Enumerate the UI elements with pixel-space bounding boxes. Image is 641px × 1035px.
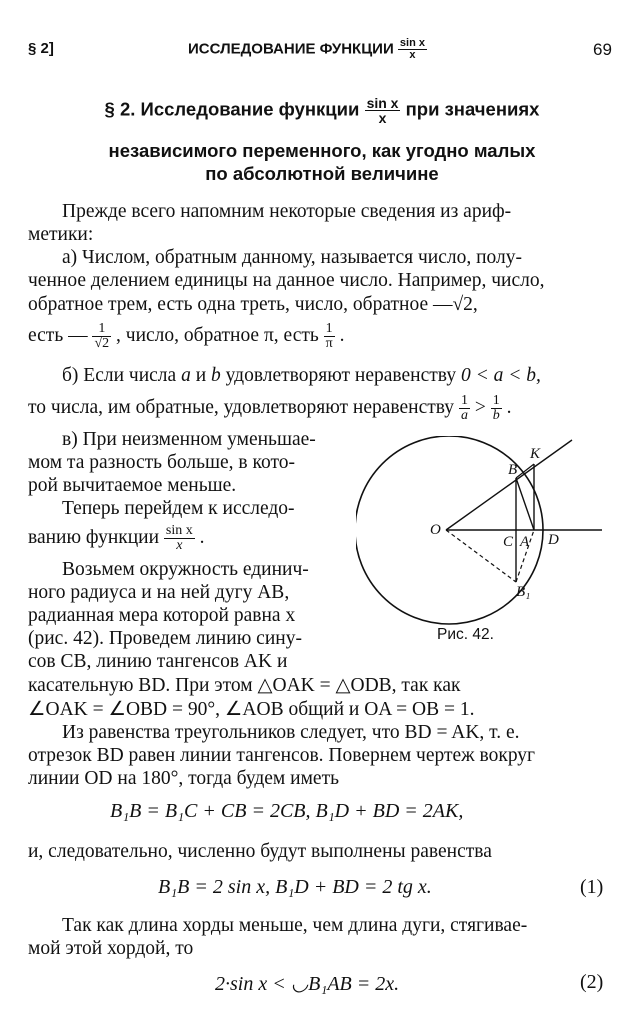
body-line-19: касательную BD. При этом △OAK = △ODB, так как	[28, 675, 461, 696]
formula-2: B₁B = 2 sin x, B₁D + BD = 2 tg x.	[158, 876, 432, 898]
body-line-21: Из равенства треугольников следует, что BD = AK, т. е.	[62, 722, 520, 743]
frac-num: 1	[324, 322, 335, 337]
formula-2-number: (1)	[580, 876, 604, 898]
header-frac-den: x	[409, 49, 416, 61]
body-line-13	[28, 524, 205, 553]
formula-1: B₁B = B₁C + CB = 2CB, B₁D + BD = 2AK,	[110, 800, 464, 822]
body-line-06-lead: есть —	[28, 324, 88, 346]
frac-num: 1	[92, 322, 111, 337]
body-line-20: ∠OAK = ∠OBD = 90°, ∠AOB общий и OA = OB = 1.	[28, 699, 475, 720]
figure-42-diagram	[356, 436, 612, 656]
section-title-line3: по абсолютной величине	[205, 163, 439, 184]
body-line-26: мой этой хордой, то	[28, 938, 194, 959]
frac-den: √2	[94, 336, 110, 351]
body-line-09: в) При неизменном уменьшае-	[62, 429, 316, 450]
body-line-13-text: ванию функции	[28, 526, 160, 548]
var-a: a	[181, 365, 191, 386]
header-section: § 2]	[28, 40, 54, 57]
label-d: D	[548, 532, 559, 548]
section-title-line2: независимого переменного, как угодно малых	[108, 140, 536, 161]
formula-3-number: (2)	[580, 971, 604, 993]
body-line-07	[62, 364, 541, 388]
body-line-14: Возьмем окружность единич-	[62, 559, 309, 580]
fraction-one-over-pi	[324, 322, 335, 351]
label-b: B	[508, 462, 518, 478]
title-frac-num: sin x	[366, 95, 399, 111]
greater-than-sign: >	[474, 396, 486, 418]
body-line-07-and: и	[195, 365, 207, 386]
label-b1: B₁	[516, 584, 531, 600]
fraction-one-over-sqrt2	[92, 322, 111, 351]
body-line-12: Теперь перейдем к исследо-	[62, 498, 295, 519]
frac-den: x	[176, 538, 183, 553]
sqrt-two-expression: √2,	[452, 294, 478, 315]
period: .	[506, 396, 512, 418]
body-line-01: Прежде всего напомним некоторые сведения из ариф-	[62, 201, 512, 222]
body-line-04: ченное делением единицы на данное число. Например, число,	[28, 270, 545, 291]
frac-den: b	[492, 408, 500, 423]
body-line-25: Так как длина хорды меньше, чем длина дуги, стягивае-	[62, 915, 528, 936]
body-line-07-mid: удовлетворяют неравенству	[225, 365, 457, 386]
body-line-02: метики:	[28, 224, 94, 245]
frac-num: sin x	[165, 523, 193, 538]
fraction-one-over-b	[491, 394, 502, 423]
body-line-16: радианная мера которой равна x	[28, 605, 296, 626]
formula-3: 2·sin x < ◡B₁AB = 2x.	[215, 973, 400, 995]
body-line-05	[28, 293, 478, 317]
body-line-08	[28, 394, 511, 423]
period: .	[199, 526, 205, 548]
label-a: A	[520, 534, 530, 550]
body-line-15: ного радиуса и на ней дугу AB,	[28, 582, 290, 603]
body-line-22: отрезок BD равен линии тангенсов. Повернем чертеж вокруг	[28, 745, 536, 766]
body-line-05-text: обратное трем, есть одна треть, число, обратное —	[28, 294, 453, 315]
body-line-17: (рис. 42). Проведем линию сину-	[28, 628, 302, 649]
var-b: b	[211, 365, 221, 386]
body-line-06	[28, 322, 344, 351]
page-number: 69	[593, 40, 612, 59]
title-frac-den: x	[378, 110, 387, 126]
fraction-sinx-over-x	[164, 524, 195, 553]
body-line-06-mid: , число, обратное π, есть	[116, 324, 319, 346]
body-line-08-text: то числа, им обратные, удовлетворяют неравенству	[28, 396, 455, 418]
body-line-11: рой вычитаемое меньше.	[28, 475, 237, 496]
section-title-line1	[62, 96, 582, 125]
fraction-one-over-a	[459, 394, 470, 423]
title-part1: § 2. Исследование функции	[104, 98, 360, 120]
label-o: O	[430, 522, 441, 538]
body-line-10: мом та разность больше, в кото-	[28, 452, 295, 473]
label-c: C	[503, 534, 514, 550]
line-ok	[446, 440, 572, 530]
header-running-title	[188, 38, 427, 61]
frac-num: 1	[492, 393, 500, 408]
header-frac-num: sin x	[399, 37, 425, 49]
body-line-07-lead: б) Если числа	[62, 365, 177, 386]
header-function-fraction	[398, 38, 427, 61]
label-k: K	[530, 446, 541, 462]
body-line-24: и, следовательно, численно будут выполнены равенства	[28, 841, 492, 862]
body-line-03: а) Числом, обратным данному, называется число, полу-	[62, 247, 522, 268]
figure-caption: Рис. 42.	[437, 626, 494, 643]
body-line-23: линии OD на 180°, тогда будем иметь	[28, 768, 339, 789]
title-function-fraction	[365, 96, 401, 125]
title-part2: при значениях	[405, 98, 540, 120]
frac-den: π	[325, 336, 333, 351]
body-line-06-end: .	[339, 324, 345, 346]
inequality-expression: 0 < a < b,	[460, 365, 541, 386]
frac-num: 1	[460, 393, 468, 408]
frac-den: a	[460, 408, 468, 423]
body-line-18: сов CB, линию тангенсов AK и	[28, 651, 288, 672]
header-title-text: ИССЛЕДОВАНИЕ ФУНКЦИИ	[188, 40, 394, 58]
